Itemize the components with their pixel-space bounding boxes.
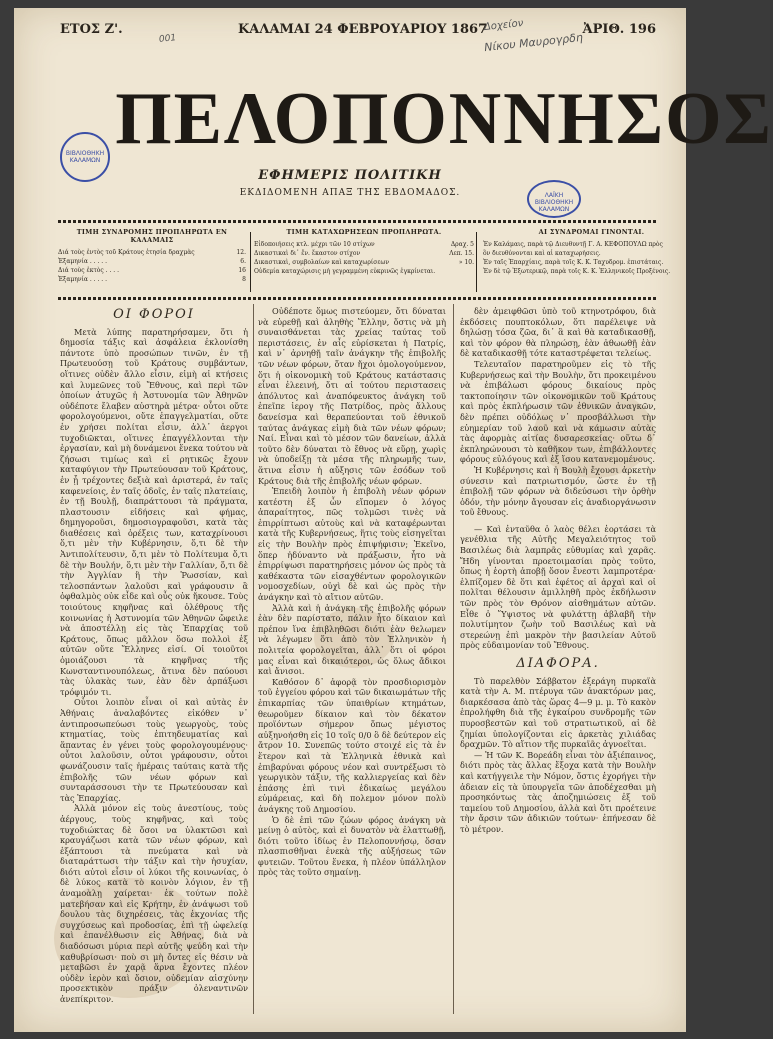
- price-divider: [250, 232, 251, 292]
- paragraph: Οὗτοι λοιπὸν εἶναι οἱ καὶ αὐτὰς ἐν Ἀθήναις ἀναλαβόντες εἰκόθεν ν᾽ ἀντιπροσωπεύωσι τοὺς γεωργοὺς, τοὺς κτηματίας, τοὺς ἐπιτηδευματίας καὶ ἅπαντας ἐν γένει τοὺς φορολογουμένους· οὗτοι λαλοῦσιν, οὗτοι γράφουσιν, οὗτοι φωνάζουσιν ταῖς ἡμέραις ταύταις κατὰ τῆς ἐπιβολῆς τῶν νέων φόρων καὶ συνταράσσουσι τὴν τε Πρωτεύουσαν καὶ τὰς Ἐπαρχίας.: [60, 697, 248, 803]
- ornamental-rule-bottom: [58, 297, 656, 300]
- price-row: Εἰδοποιήσεις κτλ. μέχρι τῶν 10 στίχων Δραχ. 5: [254, 241, 474, 248]
- subscription-places-heading: ΑΙ ΣΥΝΔΡΟΜΑΙ ΓΙΝΟΝΤΑΙ.: [538, 228, 645, 236]
- handwritten-note-2: Νίκου Μαυρογρδη: [483, 30, 584, 55]
- paragraph: Οὐδέποτε ὅμως πιστεύομεν, ὅτι δύναται νὰ εὑρεθῇ καὶ ἀληθὴς Ἕλλην, ὅστις νὰ μὴ συναισθάνεται τὰς χρείας ταύτας τοῦ περιστάσεις, ἐν αἷς εὑρίσκεται ἡ Πατρίς, καὶ ν᾽ ἀρνηθῇ ταῖν ἀνάγκην τῆς ἐπιβολῆς τῶν νέων φόρων, ὅταν ἤχοι ὁμολογούμενον, ὅτι ἡ οἰκονομικὴ τοῦ Κράτους κατάστασις εἶναι ἐλεεινή, ὅτι αἱ τούτου περιστασεις ἀπόλυτος καὶ ἀναπόφευκτος ἀνάγκη τοῦ ἐπεῖπε ἰερογ τῆς Πατρίδος, πρὸς ἄλλους δανείσμα καὶ θεραπεύονται τοῦ ἐθνικοῦ ταύτας ἀνάγκας εἰμὴ διὰ τῶν νέων φόρων; Ναί. Εἶναι καὶ τὸ μέσον τῶν δανείων, ἀλλὰ τοῦτο δὲν δύναται τὸ ἔθνος νὰ εὕρῃ, χωρὶς νὰ ὑποδείξῃ τὰ μέσα τῆς πληρωμῆς των, ἅτινα εἶσιν ἡ αὔξησις τῶν ἐσόδων τοῦ Κράτους διὰ τῆς ἐπιβολῆς νέων φόρων.: [258, 306, 446, 486]
- paragraph: Ὁ δὲ ἐπὶ τῶν ζώων φόρος ἀνάγκη νὰ μείνῃ ὁ αὐτὸς, καὶ εἰ δυνατὸν νὰ ἐλαττωθῇ, διότι τοῦτο ἰδίως ἐν Πελοποννήσῳ, ὅσαν πλασπισθῆναι ἐνεκὰ τῆς αὐξήσεως τῶν φυτειῶν. Τοῦτου ἕνεκα, ἡ πλέον ὑπάλληλον πρὸς τὰς τοῦτο σημαίνῃ.: [258, 814, 446, 878]
- column-divider: [453, 304, 454, 1014]
- ad-heading: ΤΙΜΗ ΚΑΤΑΧΩΡΗΣΕΩΝ ΠΡΟΠΛΗΡΩΤΑ.: [286, 228, 442, 236]
- price-divider: [476, 232, 477, 292]
- paragraph: Ἡ Κυβέρνησις καὶ ἡ Βουλὴ ἔχουσι ἀρκετὴν σύνεσιν καὶ πατριωτισμόν, ὥστε ἐν τῇ ἐπιβολῇ τῶν φόρων νὰ διδεύσωσι τὴν ὀρθὴν ὁδόν, τὴν μόνην ἄγουσαν εἰς ἀναδιοργάνωσιν τοῦ ἔθνους.: [460, 464, 656, 518]
- handwritten-note-3: 001: [158, 33, 177, 45]
- price-row: Διά τοὺς ἐκτὸς . . . . 16: [58, 267, 246, 274]
- subscription-places: [483, 228, 700, 276]
- misc-title: ΔΙΑΦΟΡΑ.: [516, 656, 600, 671]
- price-row: Διά τοὺς ἐντὸς τοῦ Κράτους ἐτησία δραχμὰς 12.: [58, 249, 246, 256]
- price-row: Ἑξαμηνία . . . . . 8: [58, 276, 246, 283]
- subscription-heading: ΤΙΜΗ ΣΥΝΔΡΟΜΗΣ ΠΡΟΠΛΗΡΩΤΑ ΕΝ ΚΑΛΑΜΑΙΣ: [76, 228, 228, 244]
- article-title: ΟΙ ΦΟΡΟΙ: [113, 307, 195, 322]
- place-row: Ἐν ταῖς Ἐπαρχίαις, παρὰ τοῖς Κ. Κ. Ταχυδρομ. ἐπιστάταις.: [483, 259, 664, 266]
- issue-number: ἈΡΙΘ. 196: [582, 22, 656, 37]
- paragraph: δὲν ἀμειφθῶσι ὑπὸ τοῦ κτηνοτρόφου, διὰ ἐκδόσεις πουπτοκόλων, ὅτι παρέλειψε νὰ δηλώσῃ τόσα ζῶα, δι᾽ ἃ καὶ θὰ καταδικασθῇ, καὶ τὸν φόρον θὰ πληρώσῃ, ἐὰν ἀθωωθῇ ἐὰν δὲ καταδικασθῇ τότε καταστρέφεται τελείως.: [460, 306, 656, 359]
- price-row: Δικαστικαὶ δι᾽ ἕν. ἔκαστον στίχον Λεπ. 15.: [254, 250, 474, 257]
- misc-item: — Ἡ τῶν Κ. Βορεάδη εἶναι τὸν ἀξιέπαινος, διότι πρὸς τὰς ἄλλας ἔξοχα κατὰ τὴν Βουλὴν καὶ κατήγγειλε τὴν Νόμον, ὅστις ἐχορήγει τὴν ἀδειαν εἰς τὰ ὑπουργεῖα τῶν ἀποδέχεσθαι μὴ προσηκόντως τὰς ἀποζημιώσεις ἐξ τοῦ ταμείου τοῦ Δημοσίου, ἀλλὰ καὶ ὅτι προέτεινε τὴν ἄρσιν τῶν ἀδικιῶν τούτων· ἐπήνεσαν δὲ τὸ μέτρον.: [460, 749, 656, 834]
- ornamental-rule-top: [58, 220, 656, 223]
- news-item: — Καὶ ἐνταῦθα ὁ λαὸς θέλει ἑορτάσει τὰ γενέθλια τῆς Αὐτῆς Μεγαλειότητος τοῦ Βασιλέως διὰ λαμπρᾶς εὐθυμίας καὶ χαρᾶς. Ἤδη γίνονται προετοιμασίαι πρὸς τοῦτο, ὅπως ἡ ἑορτὴ ἀποβῇ ὅσον ἔνεστι λαμπροτέρα· ἐλπίζομεν δὲ ὅτι καὶ ἐφέτος αἱ ἀρχαὶ καὶ οἱ πολῖται θέλουσιν ἁμιλληθῆ πρὸς ἐκδήλωσιν τῶν πρὸς τὸν Θρόνον αἰσθημάτων αὐτῶν. Εἶθε ὁ Ὕψιστος νὰ φυλάττῃ ἀβλαβῆ τὴν πολυτίμητον ζωὴν τοῦ Βασιλέως καὶ νὰ στερεώνῃ ἐπὶ μακρὸν τὴν βασιλείαν Αὐτοῦ πρὸς εὐδαιμονίαν τοῦ Ἔθνους.: [460, 523, 656, 651]
- ad-prices: [254, 228, 474, 276]
- masthead-subtitle: ΕΦΗΜΕΡΙΣ ΠΟΛΙΤΙΚΗ: [258, 168, 442, 183]
- masthead-title: ΠΕΛΟΠΟΝΝΗΣΟΣ: [115, 78, 773, 160]
- paragraph: Ἐπειδὴ λοιπὸν ἡ ἐπιβολὴ νέων φόρων κατέστη ἐξ ὧν εἴπομεν ὁ λόγος ἀπαραίτητος, πῶς τολμῶσι τινὲς νὰ ἐπιρρίπτωσι αὐτοὺς καὶ νὰ καταφέρωνται κατὰ τῆς Κυβερνήσεως, ἥτις τοὺς εἰσηγεῖται εἰς τὴν Βουλὴν πρὸς ἐπιψήφισιν; Ἐκεῖνο, ὅπερ ἠδύναντο νὰ πράξωσιν, ἦτο νὰ ἐπιρρίψωσι παρατηρήσεις μόνον ὡς πρὸς τὰ καθέκαστα τῶν εἰσαχθέντων φορολογικῶν νομοσχεδίων, οὐχὶ δὲ καὶ ὡς πρὸς τὴν ἀνάγκην καὶ τὸ αἴτιον αὐτῶν.: [258, 486, 446, 603]
- place-row: ὃν διευθύνονται καὶ αἱ καταχωρήσεις.: [483, 250, 601, 257]
- column-3: [460, 306, 656, 1011]
- paragraph: Ἀλλὰ μόνον εἰς τοὺς ἀνεστίους, τοὺς ἀέργους, τοὺς κηφῆνας, καὶ τοὺς τυχοδιώκτας δὲ ὅσοι να ὑλακτῶσι καὶ κραυγάζωσι κατὰ τῶν νέων φόρων, καὶ ἐξάπτουσι τὰ πνεύματα καὶ νὰ διαταράττωσι τὴν τάξιν καὶ τὴν ἡσυχίαν, διότι αὐτοὶ εἶσιν οἱ λύκοι τῆς κοινωνίας, ὁ δὲ λύκος κατὰ τὸ κοινὸν λόγιον, ἐν τῇ ἀναμοὰλῃ χαίρεται· ἐκ τούτων πολὲ ματεβήσαν καὶ εἰς Κρήτην, ἐν ἀνάψωσι τοῦ δουλου τὰς διχηρέσεις, τὰς ἐκχονίας τῆς συγχύσεως καὶ προδοσίας, ἐπὶ τῇ ὠφελείᾳ καὶ ἐπανέλθωσιν εἰς Ἀθήνας, διὰ νὰ διαδόσωσι μύρια περὶ αὐτῆς ψεύδη καὶ τὴν καθυβρίσωσι· ποὺ σι μὴ ὄντες εἰς θέσιν νὰ μεταβῶσι ἐν χαρᾷ ἅρνα ἔχοντες πλέον οὐδὲν ἱερὸν καὶ ὅσιον, οὐδεμίαν αἰσχύνην προσεκτικὸν πράξιν ὀλεναντινῶν ἀνεπίκριτον.: [60, 803, 248, 1004]
- price-row: Δικαστικαὶ, συμβολαίων καὶ καταχωρίσεων » 10.: [254, 259, 474, 266]
- library-stamp-right: ΛΑΪΚΗ ΒΙΒΛΙΟΘΗΚΗ ΚΑΛΑΜΩΝ: [527, 180, 581, 218]
- paragraph: Ἀλλὰ καὶ ἡ ἀνάγκη τῆς ἐπιβολῆς φόρων ἐὰν δὲν παρίστατο, πάλιν ἦτο δίκαιον καὶ πρέπον ἵνα ἐπιβληθῶσι διότι ἐὰν θελωμεν νὰ λέγωμεν ὅτι ἀπὸ τὸν Ἑλληνικὸν ἡ πολιτεία φορολογεῖται, ἀλλ᾽ ὅτι οἱ φόροι μας εἶναι καὶ δικαιότεροι, ὡς ὅλως ἄδικοι καὶ ἄνισοι.: [258, 602, 446, 677]
- misc-item: Τὸ παρελθὸν Σάββατον ἐξεράγη πυρκαϊὰ κατὰ τὴν Α. Μ. πτέρυγα τῶν ἀνακτόρων μας, διαρκέσασα ἀπὸ τὰς ὥρας 4—9 μ. μ. Τὸ κακὸν ἐπρολήφθη διὰ τῆς ἐγκαίρου συνδρομῆς τῶν πυροσβεστῶν καὶ τοῦ στρατιωτικοῦ, αἱ δὲ ζημίαι ὑπολογίζονται εἰς ἀρκετὰς χιλιάδας δραχμῶν. Τὸ αἴτιον τῆς πυρκαϊᾶς ἀγνοεῖται.: [460, 675, 656, 750]
- price-row: Οὐδεμία καταχώρισις μὴ γεγραμμένη εὐκρινῶς ἐγκρίνεται.: [254, 268, 436, 275]
- subscription-prices: [58, 228, 246, 284]
- column-2: [258, 306, 446, 1011]
- price-row: Ἑξαμηνία . . . . . 6.: [58, 258, 246, 265]
- paragraph: Τελευταῖον παρατηροῦμεν εἰς τὸ τῆς Κυβερνήσεως καὶ τὴν Βουλὴν, ὅτι προκειμένου νὰ ἐπιβάλωσι φόρους δικαίους πρὸς τακτοποίησιν τῶν οἰκονομικῶν τοῦ Κράτους καὶ πρὸς ἐκπλήρωσιν τῶν ἐθνικῶν ἀναγκῶν, δὲν πρέπει οὐδόλως ν᾽ προσβάλλωσι τὴν εὐημερίαν τοῦ λαοῦ καὶ νὰ κάμωσιν αὐτὰς τὰς ἀφορμὰς αἰτίας δυσαρεσκείας· οὕτω δ᾽ ἐκπληρώνουσι τὸ καθῆκον των, ἐπιβάλλοντες φόρους εὐλόγους καὶ ἐξ ἴσου κατανεμομένους.: [460, 358, 656, 465]
- handwritten-note-1: Δοχείον: [483, 17, 524, 34]
- newspaper-page: [14, 8, 773, 1032]
- paragraph: Μετὰ λύπης παρατηρήσαμεν, ὅτι ἡ δημοσία τάξις καὶ ἀσφάλεια ἐκλονίσθη πάντοτε ὑπὸ προσώπων τινῶν, ἐν τῇ Πρωτευούσῃ τοῦ Κράτους συμβάντων, οἵτινες οὐδὲν ἄλλο εἶσιν, εἰμὴ αἱ κτήσεις καὶ λυμεῶνες τοῦ Ἔθνους, καὶ περὶ τῶν ὁποίων ἀτυχῶς ἡ Ἀστυνομία τῶν Ἀθηνῶν οὐδέποτε ἔλαβεν αὐστηρὰ μέτρα· οὗτοι οὔτε φορολογούμενοι, οὔτε ἐπαγγελματίαι, οὔτε ἐν χρήσει πολίται εἶσιν, ἀλλ᾽ ἀεργοι τυχοδιῶκται, οἵτινες ἐπαγγέλλονται τὴν ἐργασίαν, καὶ μὴ δυνάμενοι ἕνεκα τούτου νὰ ζήσωσι τιμίως καὶ εἰ ρητικῶς ἔχουν καταφύγιον τὴν Πρωτεύουσαν τοῦ Κράτους, ἐν ᾗ τρέχοντες δεξιὰ καὶ ἀριστερά, ἐν ταῖς καφενείοις, ἐν ταῖς ὁδοῖς, ἐν ταῖς πλατείαις, ἐν τῇ Βουλῇ, διαπράττουσι τὰ πράγματα, πλαστουσιν εἰδήσεις καὶ φήμας, δημηγοροῦσι, δημοσιογραφοῦσι, κατὰ τὰς διαθέσεις καὶ ὀρέξεις των, καταχρίνουσι ὅ,τι μὲν τὴν Κυβέρνησιν, ὅ,τι δὲ τὴν Ἀντιπολίτευσιν, ὅ,τι μὲν τὸ Πολίτευμα ὅ,τι δὲ τὴν Βουλήν, ὅ,τι μὲν τὴν Γαλλίαν, ὅ,τι δὲ τὴν Ἀγγλίαν ἢ τὴν Ῥωσσίαν, καὶ τελοσπάντων λαλοῦσι καὶ γράφουσιν ἃ ὀφθαλμὸς οὐκ εἶδε καὶ οὖς οὐκ ἤκουσε. Τοὺς τοιούτους κηφῆνας καὶ ὀλέθρους τῆς κοινωνίας ἡ Ἀστυνομία τῶν Ἀθηνῶν ὤφειλε νὰ ἀποστέλλῃ εἰς τὰς Ἐπαρχίας τοῦ Κράτους, ὅπως μᾶλλον ὅσω πολλοὶ ἐξ αὐτῶν οὔτε Ἕλληνες εἰσί. Οἱ τοιοῦτοι ὁμοιάζουσι τὰ κηφῆνας τῆς Κωνσταντινουπόλεως, ἅτινα δὲν παύουσι τὰς ὑλακὰς των, ἐὰν δὲν ἀρπάξωσι τρόφιμόν τι.: [60, 326, 248, 697]
- column-divider: [253, 304, 254, 1014]
- dateline: ΚΑΛΑΜΑΙ 24 ΦΕΒΡΟΥΑΡΙΟΥ 1867: [238, 22, 488, 37]
- volume-year: ΕΤΟΣ Ζ'.: [60, 22, 123, 37]
- paragraph: Καθόσον δ᾽ ἀφορᾷ τὸν προσδιορισμὸν τοῦ ἐγγείου φόρου καὶ τῶν δικαιωμάτων τῆς ἐπικαρπίας τῶν ὑπαιθρίων κτημάτων, θεωροῦμεν δίκαιον καὶ τὸν δέκατον προϊόντων σήμερον ὅπως μέγιστος αὐξηνοήσθη εἰς 10 τοῖς 0/0 ὃ δὲ δεύτερον εἰς ἄτρον 10. Συνεπῶς τούτο στοιχέ εἰς τὰ ἐν ἕτερον καὶ τὰ Ἐλληνικὰ ἐθνικὰ καὶ ἐπιβαρύναι φόρους νέον καὶ συντρέξωσι τὸ γεωργικὸν τάξιν, τῆς καλλιεργείας καὶ δὲν ἐπάσης ἐπὶ τινὶ ἐδικαίως μεγάλου εὐμάρειας, καὶ δὴ πολεμον μόνον πολὺ ἀνάγκης τοῦ Δημοσίου.: [258, 676, 446, 814]
- price-block: [58, 228, 671, 294]
- place-row: Ἐν δὲ τῷ Ἐξωτερικῷ, παρὰ τοῖς Κ. Κ. Ἑλληνικοῖς Προξένοις.: [483, 268, 671, 275]
- column-1: [60, 306, 248, 1011]
- masthead-frequency: ΕΚΔΙΔΟΜΕΝΗ ΑΠΑΞ ΤΗΣ ΕΒΔΟΜΑΔΟΣ.: [239, 188, 461, 198]
- library-stamp-left: ΒΙΒΛΙΟΘΗΚΗ ΚΑΛΑΜΩΝ: [60, 132, 110, 182]
- place-row: Ἐν Καλάμαις, παρὰ τῷ Διευθυντῇ Γ. Α. ΚΕΦΟΠΟΥΛΩ πρὸς: [483, 241, 663, 248]
